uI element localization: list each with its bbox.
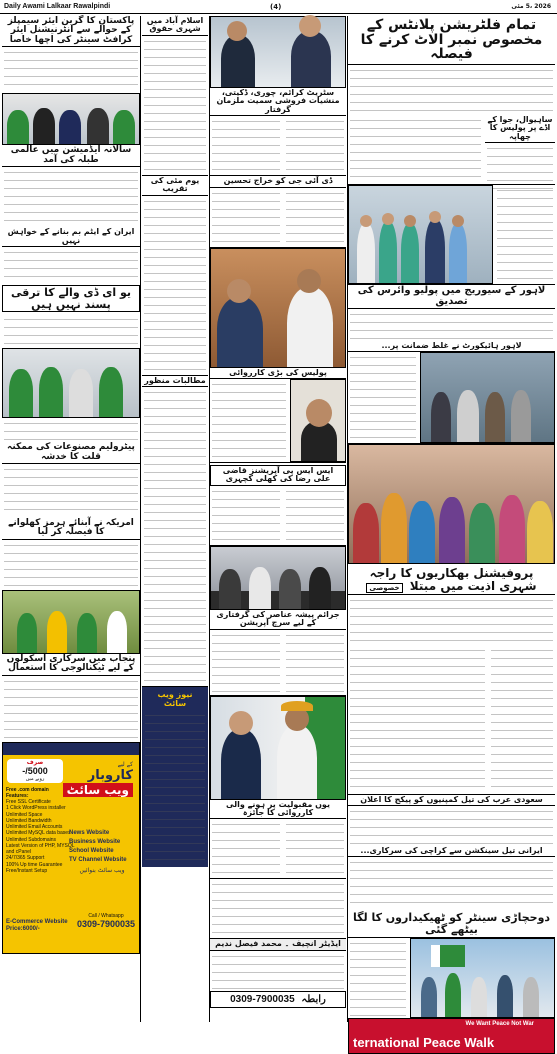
ad-features	[6, 787, 75, 875]
headline-rights: اسلام آباد میں شہری حقوق	[142, 16, 208, 36]
article-body	[284, 188, 346, 247]
article-body	[284, 630, 346, 695]
women-gathering-photo	[348, 444, 555, 564]
middle-left-column	[142, 16, 208, 1022]
article-body	[348, 309, 555, 341]
right-column	[348, 16, 555, 1050]
price-box	[7, 759, 63, 783]
article-body	[142, 387, 208, 687]
offer-top: صرف	[26, 758, 44, 766]
ecommerce-label: E-Commerce Website	[6, 918, 68, 925]
article-body	[284, 486, 346, 545]
article-body	[348, 806, 555, 846]
headline-petrol: پیٹرولیم مصنوعات کی ممکنہ قلت کا خدشہ	[2, 442, 140, 464]
ad-feature: Unlimited Email Accounts	[6, 824, 63, 831]
ad-urdu-note: ویب سائٹ بنوائیں	[79, 866, 125, 874]
event-photo	[420, 352, 555, 443]
article-body	[348, 857, 555, 911]
article-body	[210, 630, 282, 695]
ad-feature: Free SSL Certificate	[6, 799, 51, 806]
peace-walk-sub: We Want Peace Not War	[465, 1020, 534, 1027]
column-rule	[140, 16, 141, 1022]
peace-walk-title: ternational Peace Walk	[353, 1034, 495, 1050]
headline-dig: ڈی آئی جی کو خراج تحسین	[210, 176, 346, 187]
article-body	[348, 595, 555, 645]
article-body	[2, 247, 140, 283]
article-body	[284, 116, 346, 175]
masthead	[0, 0, 557, 14]
date-line: 2026 ،5 مئی	[511, 3, 551, 10]
ad-feature: 100% Up time Guarantee	[6, 861, 63, 868]
ad-feature: Unlimited Space	[6, 811, 43, 818]
ad-phone: 0309-7900035	[76, 918, 135, 929]
article-body	[142, 196, 208, 376]
headline-kacheri: ایس ایس پی آپریشنز قاضی علی رضا کی کھلی کچہری	[210, 465, 346, 486]
award-photo	[210, 696, 346, 800]
article-body	[489, 645, 555, 794]
article-body	[210, 879, 346, 939]
contact-number: 0309-7900035	[230, 993, 295, 1005]
article-body	[2, 47, 140, 93]
article-body	[2, 540, 140, 590]
ad-kaarobar: کاروبار	[87, 767, 133, 783]
ad-feature: Latest Version of PHP, MYSQL	[6, 842, 75, 849]
headline-court: لاہور ہائیکورٹ نے غلط ضمانت پر...	[348, 341, 555, 352]
headline-may-day: یوم مئی کی تقریب	[142, 176, 208, 196]
contact-label: رابطہ	[301, 993, 326, 1005]
hospital-photo	[348, 185, 493, 284]
website-ad	[2, 742, 140, 954]
sports-award-photo	[2, 348, 140, 418]
ad-feature: 1 Click WordPress installer	[6, 805, 66, 812]
headline-admission: سالانہ ایڈمیشن میں عالمی طبلہ کی آمد	[2, 145, 140, 167]
article-body	[348, 65, 555, 115]
ad-feature: Unlimited MySQL data bases	[6, 830, 71, 837]
ad-features-title: Features:	[6, 792, 29, 799]
ad-phone-box	[77, 913, 135, 929]
headline-saudi: سعودی عرب کی تیل کمپنیوں کو پیکج کا اعلان	[348, 795, 555, 806]
ad-ecommerce	[6, 919, 68, 935]
conference-photo	[2, 93, 140, 145]
ad-service: News Website	[69, 829, 110, 836]
headline-raid: ساہیوال، جوا کے اڈے پر پولیس کا چھاپہ	[485, 115, 555, 143]
headline-beggars: پروفیشنل بھکاریوں کا راجہ شہری اذیت میں مبتلا خصوصی	[348, 566, 555, 594]
article-body	[348, 938, 408, 1018]
headline-ued: یو ای ڈی والے کا ترقی پسند نہیں ہیں	[2, 285, 140, 312]
lead-headline: تمام فلٹریشن پلانٹس کے مخصوص نمبر الاٹ کرنے کا فیصلہ	[348, 16, 555, 65]
contact-box	[210, 991, 346, 1008]
ad-feature: and cPanel	[6, 849, 32, 856]
headline-aircraft: پاکستان کا گرین ایئر سیمپلز کے حوالے سے انٹرنیشنل ایئر کرافٹ سینٹر کی اچھا خاصا	[2, 16, 140, 47]
officials-photo	[210, 16, 346, 88]
article-body	[348, 645, 487, 794]
ecommerce-price: Price:6000/-	[6, 926, 40, 933]
editor-line: ایڈیٹر انچیف ۔ محمد فیصل ندیم	[210, 939, 346, 950]
article-body	[210, 116, 282, 175]
article-body	[485, 143, 555, 191]
ad-feature: Free/Instant Setup	[6, 867, 48, 874]
article-body	[2, 167, 140, 227]
middle-right-column	[210, 16, 346, 1022]
offer-unit: روپے میں	[25, 775, 45, 782]
meeting-photo	[210, 248, 346, 368]
article-body	[348, 352, 418, 443]
headline-review: یوں مقبولیت پر ہونے والی کارروائی کا جائزہ	[210, 800, 346, 820]
article-body	[210, 819, 282, 878]
article-body	[495, 185, 555, 284]
article-body	[210, 379, 288, 462]
headline-polio: لاہور کے سیوریج میں پولیو وائرس کی تصدیق	[348, 285, 555, 309]
mini-ad-title: نیوز ویب سائٹ	[157, 689, 193, 708]
ad-for: کے لیے	[117, 760, 133, 768]
left-column	[2, 16, 140, 1022]
headline-schools: پنجاب میں سرکاری اسکولوں کے لیے ٹیکنالوجی کا استعمال	[2, 654, 140, 676]
ad-service: Business Website	[69, 838, 121, 845]
press-conference-photo	[210, 546, 346, 610]
article-body	[210, 486, 282, 545]
exclusive-badge: خصوصی	[366, 583, 402, 593]
cricket-photo	[2, 590, 140, 654]
article-body	[284, 819, 346, 878]
article-body	[2, 314, 140, 348]
portrait-photo	[290, 379, 346, 462]
article-body	[210, 188, 282, 247]
ad-service: School Website	[69, 847, 114, 854]
mini-ad-box	[142, 687, 208, 867]
ad-feature: Unlimited Bandwidth	[6, 817, 52, 824]
peace-walk-banner	[348, 1018, 555, 1054]
headline-police: پولیس کی بڑی کارروائی	[210, 368, 346, 379]
imprint-body	[210, 951, 346, 991]
article-body	[348, 115, 483, 184]
paper-name: Daily Awami Lalkaar Rawalpindi	[4, 3, 111, 10]
ad-domain: Free .com domain	[6, 786, 49, 793]
ad-feature: 24/7/365 Support	[6, 855, 45, 862]
whatsapp-label: Call / Whatsapp	[88, 912, 124, 919]
headline-iran: ایران کے ایٹم بم بنانے کے خواہش نہیں	[2, 227, 140, 247]
ad-services	[69, 829, 135, 865]
article-body	[2, 418, 140, 442]
ad-service: TV Channel Website	[69, 856, 127, 863]
headline-hormuz: امریکہ نے آبنائے ہرمز کھلوانے کا فیصلہ کر لیا	[2, 518, 140, 540]
article-body	[142, 36, 208, 176]
headline-center: دوحچاڑی سینٹر کو ٹھیکیداروں کا لگا بیٹھے گئی	[348, 911, 555, 937]
headline-crime: سٹریٹ کرائم، چوری، ڈکیتی، منشیات فروشی سمیت ملزمان گرفتار	[210, 88, 346, 116]
article-body	[2, 676, 140, 742]
offer-price: 5000/-	[22, 765, 48, 776]
ad-website: ویب سائٹ	[63, 783, 133, 797]
peace-walk-photo	[410, 938, 555, 1018]
article-body	[2, 464, 140, 518]
ad-feature: Unlimited Subdomains	[6, 836, 57, 843]
headline-demands: مطالبات منظور	[142, 376, 208, 387]
headline-search: جرائم پیشہ عناصر کی گرفتاری کے لیے سرچ آپریشن	[210, 610, 346, 630]
headline-iran-oil: ایرانی تیل سینکشن سے کراچی کی سرکاری...	[348, 846, 555, 857]
page-number: (4)	[270, 2, 282, 11]
